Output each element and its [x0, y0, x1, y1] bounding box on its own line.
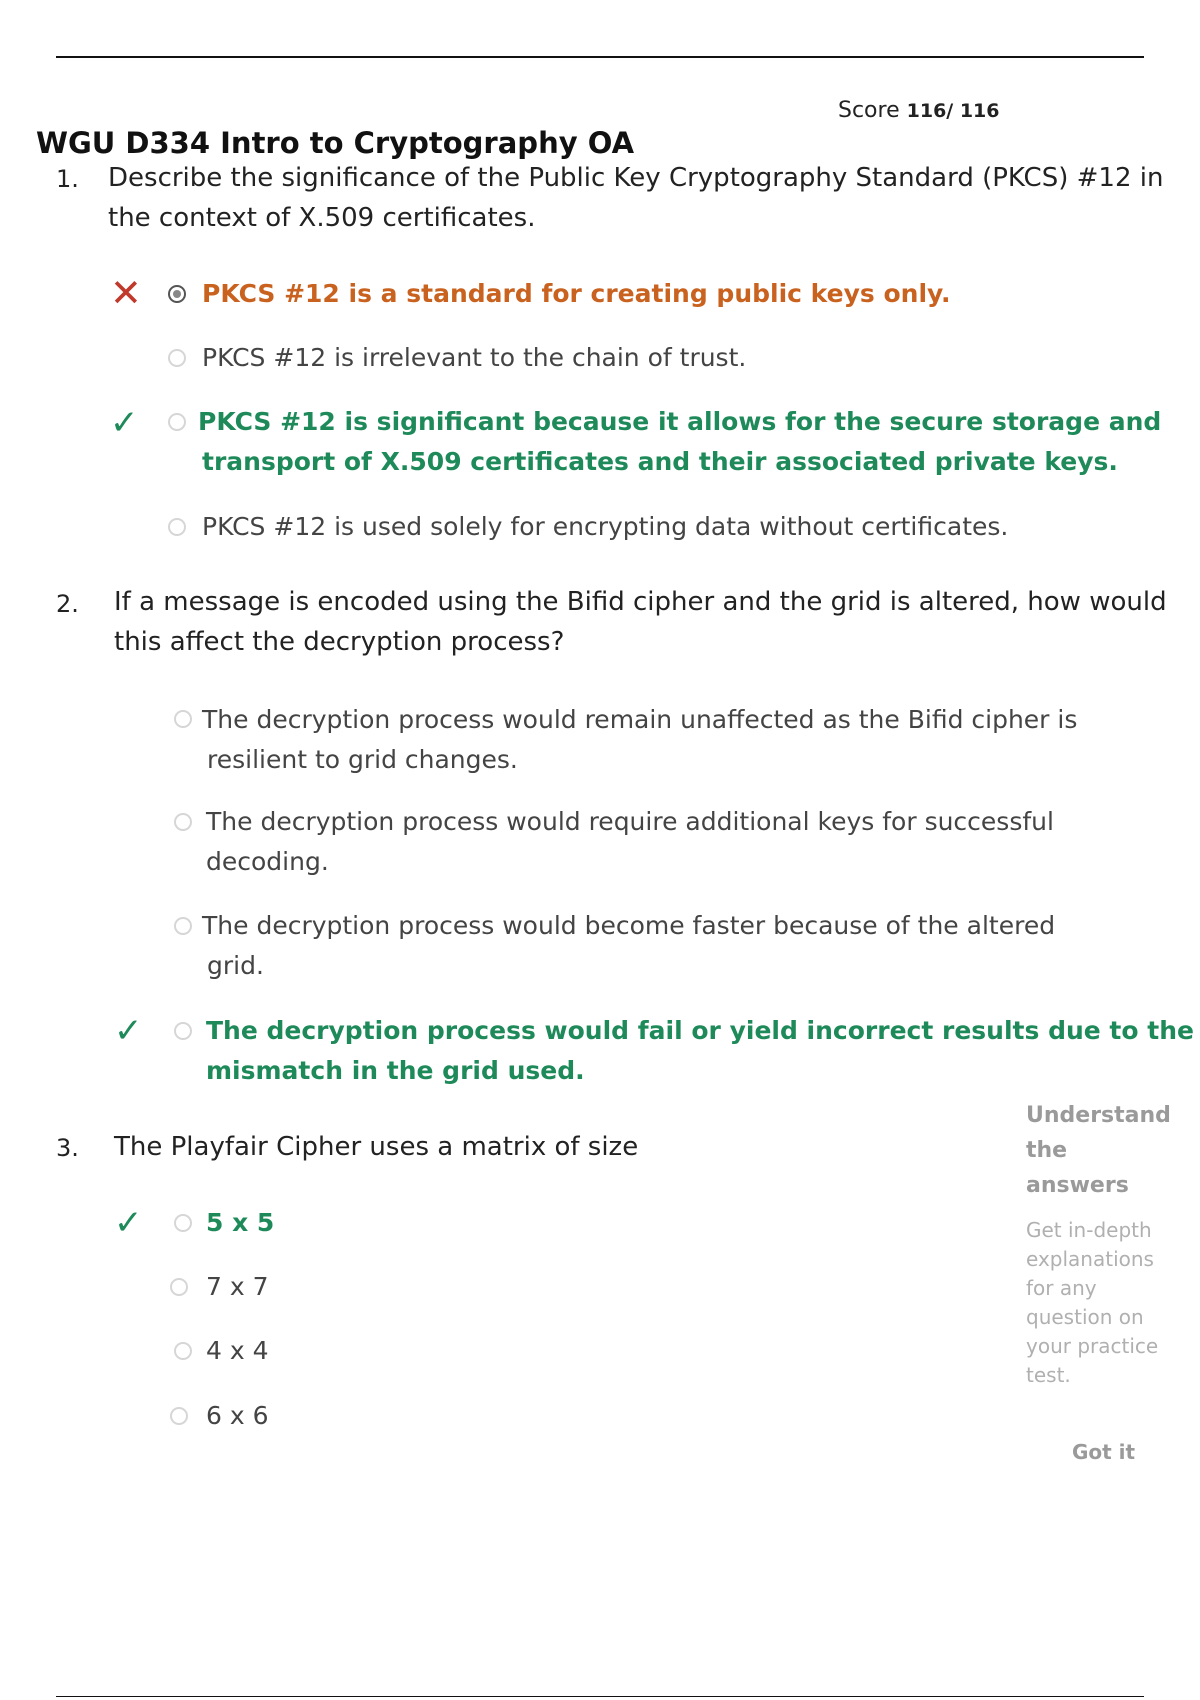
- checkmark-icon: ✓: [110, 403, 139, 443]
- question-text-line: If a message is encoded using the Bifid cipher and the grid is altered, how would: [114, 587, 1167, 617]
- sidebar-description-line: your practice: [1026, 1334, 1159, 1358]
- score-value: 116/ 116: [906, 100, 1000, 122]
- radio-circle-icon[interactable]: [168, 285, 186, 303]
- answer-option[interactable]: [202, 338, 746, 378]
- question-number: 2.: [56, 590, 79, 618]
- answer-option[interactable]: [202, 906, 1055, 986]
- radio-circle-icon[interactable]: [174, 710, 192, 728]
- radio-circle-icon[interactable]: [168, 349, 186, 367]
- answer-option-text: decoding.: [206, 847, 329, 876]
- sidebar-description-line: Get in-depth: [1026, 1218, 1152, 1242]
- answer-option[interactable]: [202, 700, 1077, 780]
- answer-option[interactable]: [202, 274, 951, 314]
- answer-option-text: PKCS #12 is used solely for encrypting data without certificates.: [202, 512, 1009, 541]
- checkmark-icon: ✓: [114, 1011, 143, 1051]
- question-text: [114, 1127, 638, 1167]
- answer-option-text: mismatch in the grid used.: [206, 1056, 585, 1085]
- radio-circle-icon[interactable]: [168, 518, 186, 536]
- bottom-rule: [56, 1696, 1144, 1697]
- radio-circle-icon[interactable]: [170, 1407, 188, 1425]
- answer-option-text: 5 x 5: [206, 1208, 275, 1237]
- answer-option[interactable]: [206, 802, 1054, 882]
- score-display: [838, 98, 1000, 123]
- score-label: Score: [838, 98, 900, 123]
- sidebar-description-line: test.: [1026, 1363, 1071, 1387]
- answer-option-text: PKCS #12 is a standard for creating public keys only.: [202, 279, 951, 308]
- sidebar-description-line: explanations: [1026, 1247, 1154, 1271]
- answer-option-text: The decryption process would require additional keys for successful: [206, 807, 1054, 836]
- question-text-line: The Playfair Cipher uses a matrix of size: [114, 1132, 639, 1162]
- sidebar-heading: [1026, 1098, 1176, 1203]
- answer-option[interactable]: [206, 1011, 1194, 1091]
- answer-option-text: transport of X.509 certificates and their associated private keys.: [202, 447, 1118, 476]
- answer-option-text: 7 x 7: [206, 1272, 269, 1301]
- page-title: WGU D334 Intro to Cryptography OA: [36, 126, 635, 160]
- checkmark-icon: ✓: [114, 1203, 143, 1243]
- got-it-button[interactable]: Got it: [1072, 1440, 1136, 1464]
- question-number: 3.: [56, 1134, 79, 1162]
- answer-option[interactable]: [206, 1331, 269, 1371]
- question-text: [108, 158, 1163, 238]
- answer-option[interactable]: [198, 402, 1161, 482]
- answer-option[interactable]: [202, 507, 1008, 547]
- question-number: 1.: [56, 165, 79, 193]
- cross-icon: ✕: [110, 271, 142, 315]
- sidebar-description: [1026, 1216, 1176, 1390]
- sidebar-description-line: for any: [1026, 1276, 1097, 1300]
- sidebar-heading-line: answers: [1026, 1173, 1129, 1198]
- radio-circle-icon[interactable]: [168, 413, 186, 431]
- radio-circle-icon[interactable]: [174, 813, 192, 831]
- answer-option-text: PKCS #12 is significant because it allows for the secure storage and: [198, 407, 1162, 436]
- answer-option-text: 4 x 4: [206, 1336, 269, 1365]
- answer-option[interactable]: [206, 1267, 269, 1307]
- radio-circle-icon[interactable]: [174, 1214, 192, 1232]
- radio-circle-icon[interactable]: [174, 917, 192, 935]
- answer-option[interactable]: [206, 1203, 274, 1243]
- answer-option-text: The decryption process would remain unaffected as the Bifid cipher is: [202, 705, 1078, 734]
- top-rule: [56, 56, 1144, 58]
- answer-option-text: PKCS #12 is irrelevant to the chain of trust.: [202, 343, 747, 372]
- question-text-line: the context of X.509 certificates.: [108, 203, 536, 233]
- question-text-line: Describe the significance of the Public Key Cryptography Standard (PKCS) #12 in: [108, 163, 1164, 193]
- question-text: [114, 582, 1167, 662]
- answer-option-text: 6 x 6: [206, 1401, 269, 1430]
- answer-option-text: resilient to grid changes.: [207, 745, 518, 774]
- radio-circle-icon[interactable]: [174, 1342, 192, 1360]
- answer-option-text: grid.: [207, 951, 264, 980]
- answer-option[interactable]: [206, 1396, 269, 1436]
- question-text-line: this affect the decryption process?: [114, 627, 565, 657]
- sidebar-heading-line: the: [1026, 1138, 1068, 1163]
- answer-option-text: The decryption process would become faster because of the altered: [202, 911, 1056, 940]
- radio-circle-icon[interactable]: [174, 1022, 192, 1040]
- answer-option-text: The decryption process would fail or yield incorrect results due to the: [206, 1016, 1194, 1045]
- sidebar-heading-line: Understand: [1026, 1103, 1171, 1128]
- radio-circle-icon[interactable]: [170, 1278, 188, 1296]
- sidebar-description-line: question on: [1026, 1305, 1144, 1329]
